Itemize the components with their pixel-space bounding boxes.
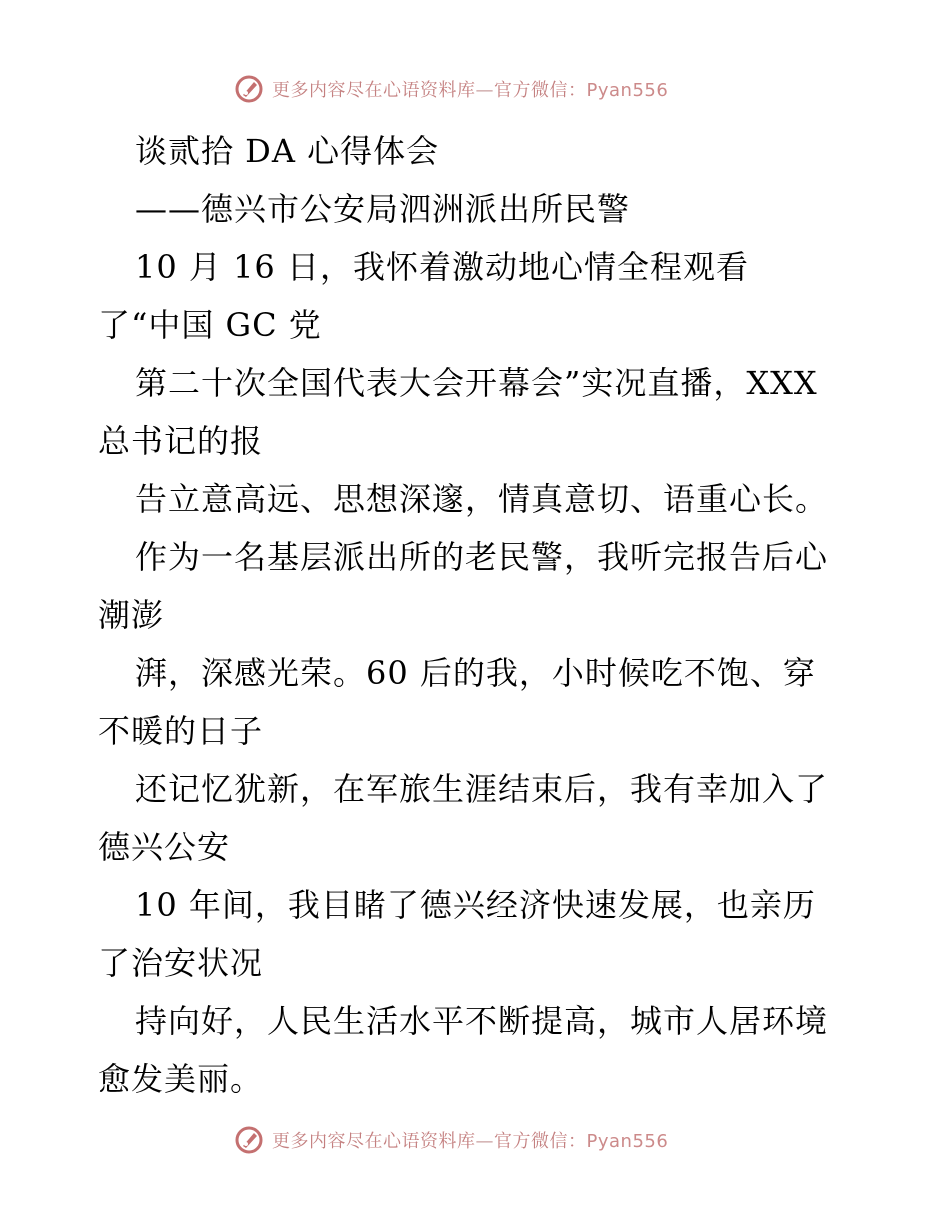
text-line: 愈发美丽。 (98, 1060, 264, 1098)
watermark-text: 更多内容尽在心语资料库—官方微信：Pyan556 (272, 1131, 669, 1152)
text-line: 了治安状况 (98, 944, 264, 982)
pen-logo-icon (234, 1125, 264, 1155)
text-line: 总书记的报 (98, 422, 264, 460)
text-line: 不暖的日子 (98, 712, 264, 750)
text-line: 第二十次全国代表大会开幕会”实况直播，XXX (135, 364, 818, 402)
text-line: 持向好，人民生活水平不断提高，城市人居环境 (135, 1002, 829, 1040)
text-line: 湃，深感光荣。60 后的我，小时候吃不饱、穿 (135, 654, 816, 692)
text-line: 作为一名基层派出所的老民警，我听完报告后心 (135, 538, 829, 576)
pen-logo-icon (234, 74, 264, 104)
text-line: 还记忆犹新，在军旅生涯结束后，我有幸加入了 (135, 770, 829, 808)
document-body (98, 122, 858, 1108)
text-line: 告立意高远、思想深邃，情真意切、语重心长。 (135, 480, 829, 518)
document-title: 谈贰拾 DA 心得体会 (135, 132, 440, 170)
text-line: 10 月 16 日，我怀着激动地心情全程观看 (135, 248, 749, 286)
document-subtitle: ——德兴市公安局泗洲派出所民警 (135, 190, 631, 228)
text-line: 了“中国 GC 党 (98, 306, 322, 344)
footer-watermark (234, 1123, 668, 1157)
text-line: 德兴公安 (98, 828, 231, 866)
header-watermark (234, 72, 668, 106)
text-line: 潮澎 (98, 596, 165, 634)
text-line: 10 年间，我目睹了德兴经济快速发展，也亲历 (135, 886, 816, 924)
watermark-text: 更多内容尽在心语资料库—官方微信：Pyan556 (272, 80, 669, 101)
